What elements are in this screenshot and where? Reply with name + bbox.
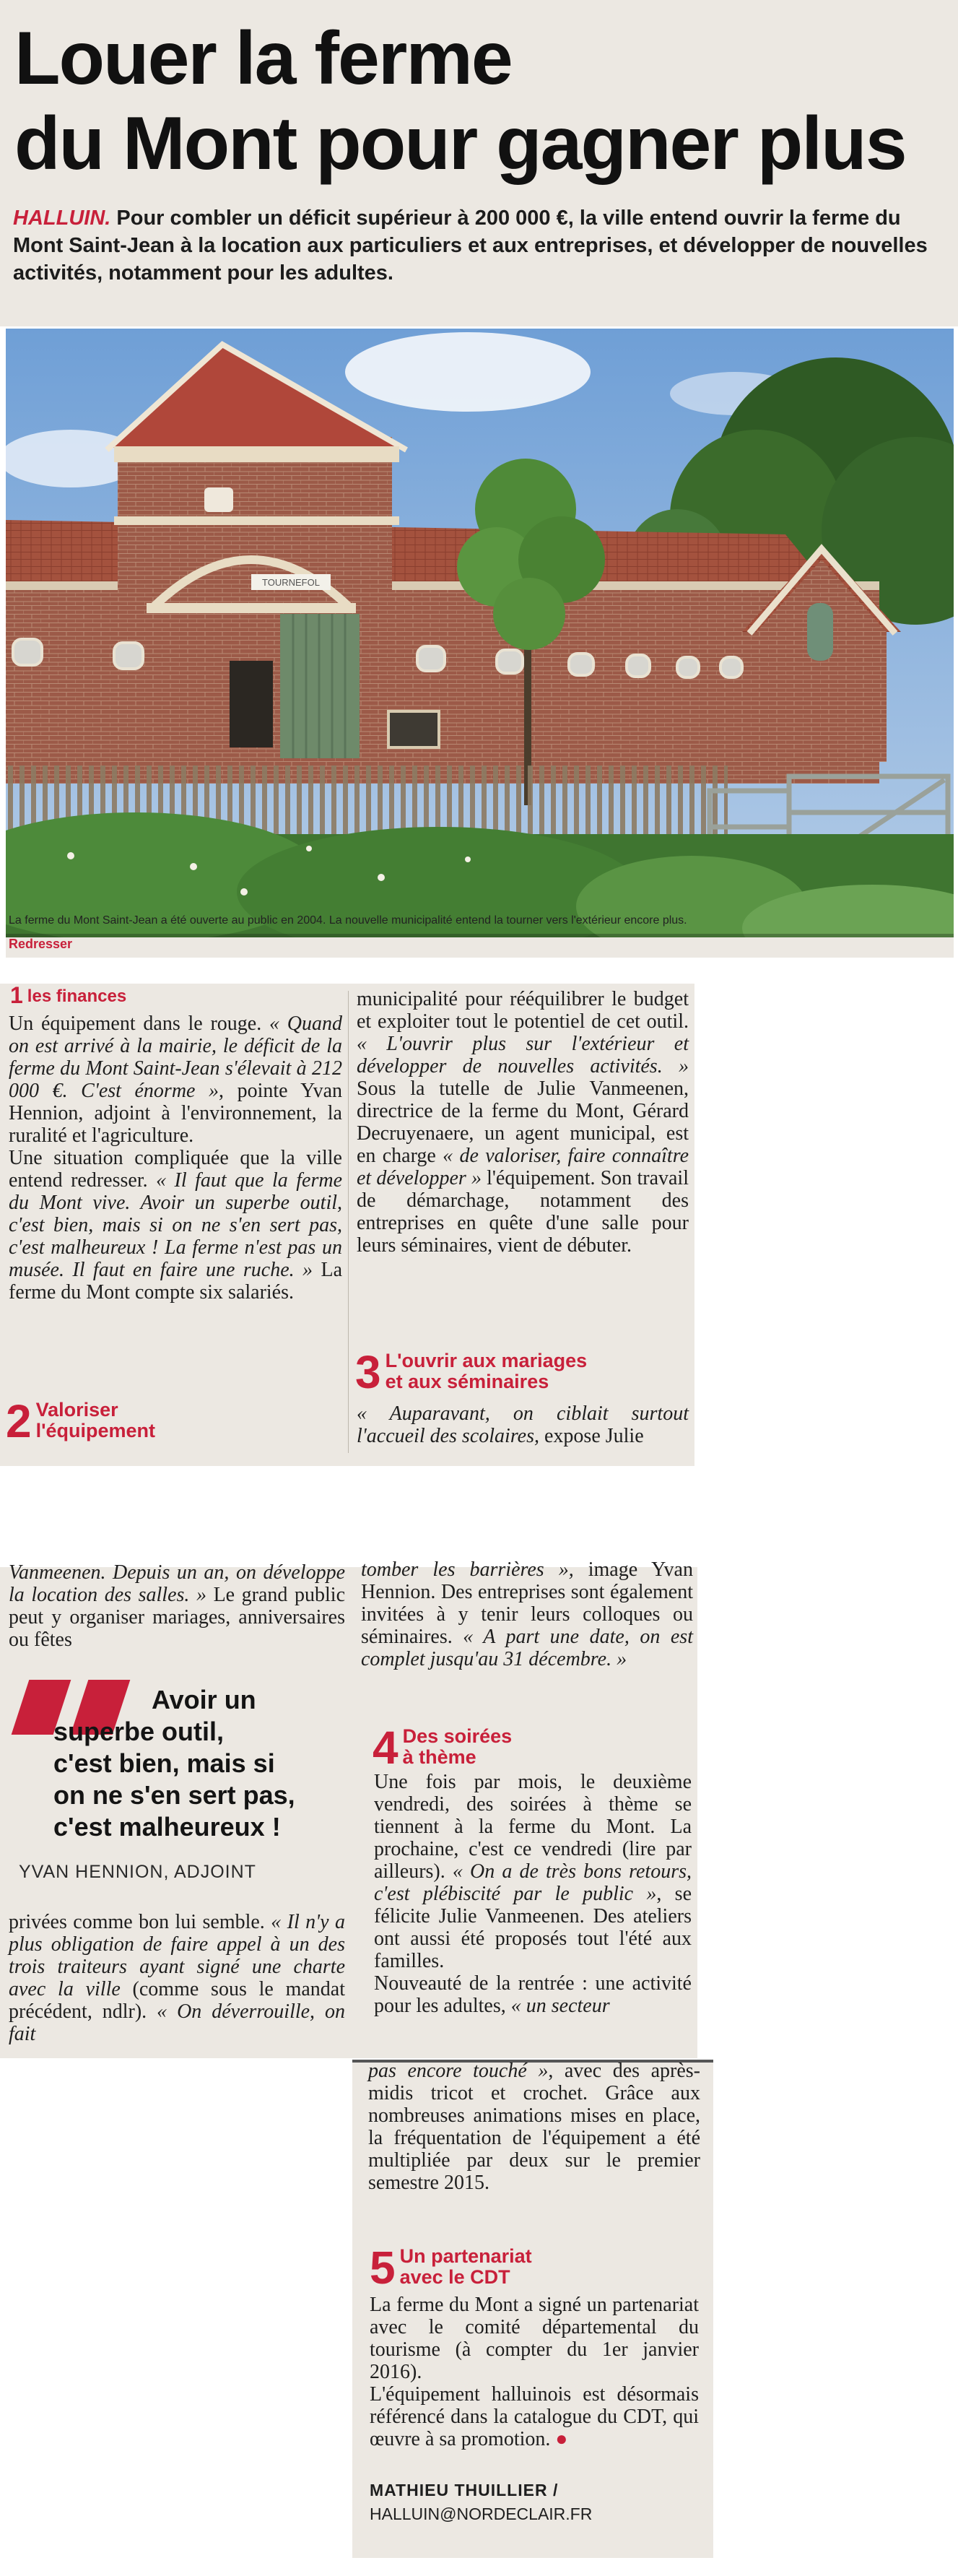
column-3-top-text	[9, 1561, 345, 1651]
headline-line-2: du Mont pour gagner plus	[14, 102, 906, 186]
paragraph: La ferme du Mont a signé un partenariat avec le comité départemental du tourisme (à compter du 1er janvier 2016).	[370, 2294, 699, 2383]
column-1-text	[9, 1012, 342, 1304]
lede-text: Pour combler un déficit supérieur à 200 000 €, la ville entend ouvrir la ferme du Mont Saint-Jean à la location aux particuliers et aux entreprises, et développer de nouvelles activités, notamment pour les adultes.	[13, 207, 928, 285]
section-1-header	[10, 984, 126, 1007]
column-5-text-continued	[370, 2294, 699, 2450]
column-3-bottom-text	[9, 1911, 345, 2045]
paragraph: privées comme bon lui semble. « Il n'y a plus obligation de faire appel à un des trois traiteurs ayant signé une charte avec la ville (comme sous le mandat précédent, ndlr). « On déverrouille, on fait	[9, 1911, 345, 2045]
byline	[370, 2479, 699, 2526]
photo-caption: La ferme du Mont Saint-Jean a été ouverte au public en 2004. La nouvelle municipalité entend la tourner vers l'extérieur encore plus.	[9, 914, 687, 927]
headline-line-1: Louer la ferme	[14, 17, 512, 100]
byline-author: MATHIEU THUILLIER /	[370, 2481, 559, 2499]
quote-author: YVAN HENNION, ADJOINT	[19, 1862, 256, 1882]
column-4-text	[361, 1558, 693, 1670]
paragraph: Une fois par mois, le deuxième vendredi, des soirées à thème se tiennent à la ferme du Mont. La prochaine, c'est ce vendredi (lire par ailleurs). « On a de très bons retours, c'est plébiscité par le public », se félicite Julie Vanmeenen. Des ateliers ont aussi été proposés tout l'été aux familles.	[374, 1771, 692, 1972]
photo-caption-strip	[6, 937, 954, 958]
end-mark-icon: ●	[555, 2428, 568, 2450]
photo-sign-text: TOURNEFOL	[262, 577, 320, 588]
section-1-preview	[9, 936, 72, 952]
section-3-title: L'ouvrir aux mariages et aux séminaires	[385, 1350, 588, 1392]
byline-email: HALLUIN@NORDECLAIR.FR	[370, 2505, 593, 2523]
section-2-header	[6, 1395, 156, 1447]
paragraph: tomber les barrières », image Yvan Hennion. Des entreprises sont également invitées à y tenir leurs colloques ou séminaires. « A part une date, on est complet jusqu'au 31 décembre. »	[361, 1558, 693, 1670]
column-divider	[348, 991, 349, 1453]
section-3-number: 3	[355, 1346, 381, 1398]
column-4-text-continued	[374, 1771, 692, 2017]
section-3-header	[355, 1346, 588, 1398]
lede-kicker: HALLUIN.	[13, 207, 111, 230]
section-5-number: 5	[370, 2242, 396, 2294]
section-1-title: les finances	[27, 986, 127, 1006]
section-4-number: 4	[373, 1722, 399, 1774]
paragraph: Une situation compliquée que la ville entend redresser. « Il faut que la ferme du Mont vive. Avoir un superbe outil, c'est bien, mais si on ne s'en sert pas, c'est malheureux ! La ferme n'est pas un musée. Il faut en faire une ruche. » La ferme du Mont compte six salariés.	[9, 1147, 343, 1304]
section-4-title: Des soirées à thème	[402, 1725, 513, 1768]
section-1-number: 1	[10, 982, 23, 1008]
paragraph: pas encore touché », avec des après-midis tricot et crochet. Grâce aux nombreuses animations mises en place, la fréquentation de l'équipement a été multipliée par deux sur le premier semestre 2015.	[368, 2060, 700, 2194]
section-5-header	[370, 2242, 532, 2294]
paragraph: « Auparavant, on ciblait surtout l'accueil des scolaires, expose Julie	[357, 1402, 689, 1447]
paragraph: Nouveauté de la rentrée : une activité pour les adultes, « un secteur	[374, 1972, 692, 2017]
farm-photo	[6, 329, 954, 957]
paragraph: Vanmeenen. Depuis un an, on développe la location des salles. » Le grand public peut y organiser mariages, anniversaires ou fêtes	[9, 1561, 345, 1651]
quote-text: Avoir un superbe outil, c'est bien, mais si on ne s'en sert pas, c'est malheureux !	[53, 1685, 295, 1842]
section-1-preview-label: Redresser	[9, 937, 73, 951]
section-2-title: Valoriser l'équipement	[35, 1399, 156, 1441]
paragraph: Un équipement dans le rouge. « Quand on est arrivé à la mairie, le déficit de la ferme du Mont Saint-Jean s'élevait à 212 000 €. C'est énorme », pointe Yvan Hennion, adjoint à l'environnement, la ruralité et l'agriculture.	[9, 1012, 342, 1147]
column-2-text	[357, 988, 689, 1257]
column-2-text-continued	[357, 1402, 689, 1447]
column-5-text	[368, 2060, 700, 2194]
paragraph: L'équipement halluinois est désormais référencé dans la catalogue du CDT, qui œuvre à sa promotion. ●	[370, 2383, 699, 2450]
lede-paragraph	[13, 204, 948, 287]
paragraph: municipalité pour rééquilibrer le budget et exploiter tout le potentiel de cet outil. « L'ouvrir plus sur l'extérieur et développer de nouvelles activités. » Sous la tutelle de Julie Vanmeenen, directrice de la ferme du Mont, Gérard Decruyenaere, un agent municipal, est en charge « de valoriser, faire connaître et développer » l'équipement. Son travail de démarchage, notamment des entreprises en quête d'une salle pour leurs séminaires, vient de débuter.	[357, 988, 689, 1257]
section-5-title: Un partenariat avec le CDT	[399, 2245, 532, 2288]
section-2-number: 2	[6, 1395, 32, 1447]
section-4-header	[373, 1722, 513, 1774]
